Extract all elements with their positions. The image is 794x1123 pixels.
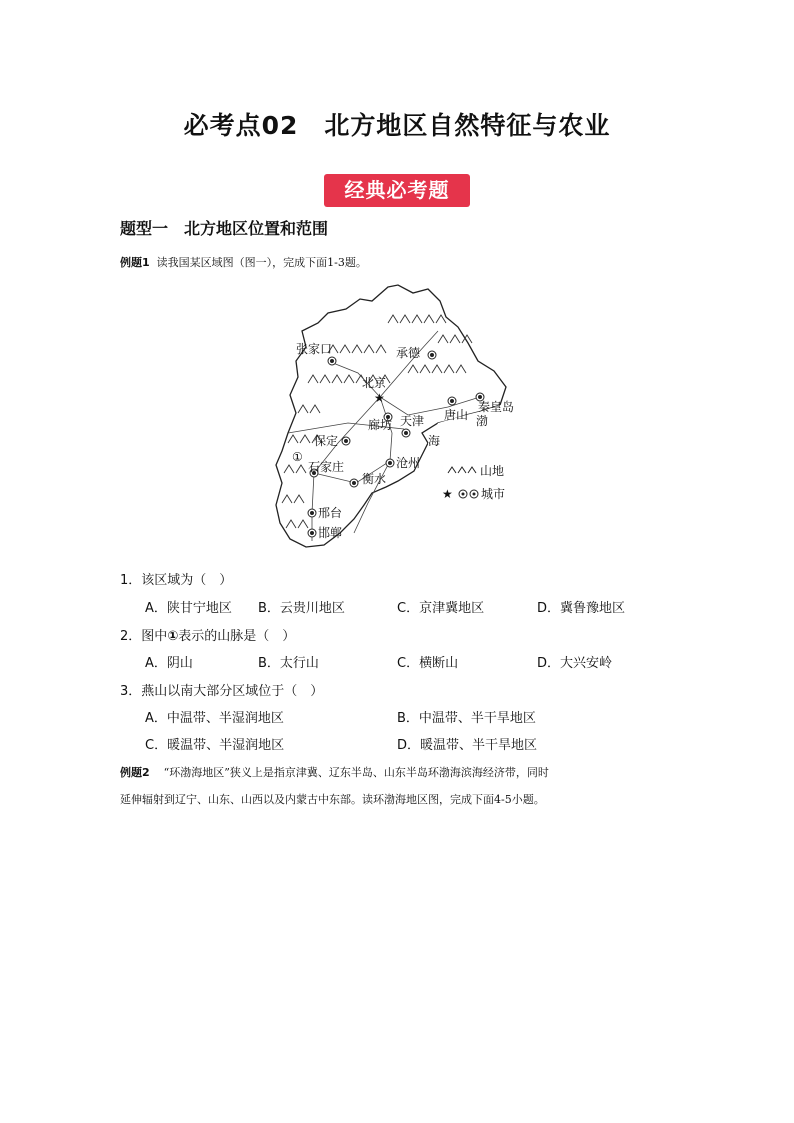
city-beijing: 北京 xyxy=(362,376,387,390)
city-zhangjiakou: 张家口 xyxy=(296,342,333,356)
q2-option-a: A．阴山 xyxy=(145,656,193,671)
city-tangshan: 唐山 xyxy=(444,408,469,422)
q1-option-c: C．京津冀地区 xyxy=(397,601,485,616)
q2-option-d: D．大兴安岭 xyxy=(537,656,613,671)
mountain-marker: ① xyxy=(292,450,303,464)
legend-city-label: 城市 xyxy=(481,487,506,501)
question-1-stem: 1．该区域为（ ） xyxy=(120,573,233,588)
q1-option-a: A．陕甘宁地区 xyxy=(145,601,232,616)
example2-line2: 延伸辐射到辽宁、山东、山西以及内蒙古中东部。读环渤海地区图，完成下面4-5小题。 xyxy=(120,793,545,806)
example1-label: 例题1 xyxy=(120,256,150,269)
q3-option-c: C．暖温带、半湿润地区 xyxy=(145,738,285,753)
section-heading: 题型一 北方地区位置和范围 xyxy=(120,219,329,238)
q3-option-b: B．中温带、半干旱地区 xyxy=(397,711,536,726)
question-2-stem xyxy=(120,625,295,644)
region-map xyxy=(268,283,518,553)
example2-text-1: “环渤海地区”狭义上是指京津冀、辽东半岛、山东半岛环渤海滨海经济带，同时 xyxy=(163,766,549,779)
example2-line1 xyxy=(120,764,549,780)
example2-label: 例题2 xyxy=(120,766,150,779)
q1-option-b: B．云贵川地区 xyxy=(258,601,345,616)
legend-mountain-label: 山地 xyxy=(480,464,505,478)
q2-stem-post: 表示的山脉是（ ） xyxy=(178,629,296,644)
classic-badge: 经典必考题 xyxy=(324,174,470,207)
example1-intro xyxy=(120,254,367,270)
city-cangzhou: 沧州 xyxy=(396,456,421,470)
sea-label-bo: 渤 xyxy=(476,414,489,428)
city-baoding: 保定 xyxy=(314,434,339,448)
beijing-star: ★ xyxy=(374,391,385,405)
q3-option-a: A．中温带、半湿润地区 xyxy=(145,711,284,726)
city-xingtai: 邢台 xyxy=(318,506,343,520)
city-hengshui: 衡水 xyxy=(362,472,387,486)
question-3-stem: 3．燕山以南大部分区域位于（ ） xyxy=(120,684,324,699)
city-tianjin: 天津 xyxy=(400,414,425,428)
q3-option-d: D．暖温带、半干旱地区 xyxy=(397,738,538,753)
city-qinhuangdao: 秦皇岛 xyxy=(478,400,515,414)
city-chengde: 承德 xyxy=(396,346,421,360)
q1-option-d: D．冀鲁豫地区 xyxy=(537,601,626,616)
example1-text: 读我国某区域图（图一），完成下面1-3题。 xyxy=(156,256,367,269)
q2-option-c: C．横断山 xyxy=(397,656,459,671)
city-langfang: 廊坊 xyxy=(368,418,393,432)
page-title: 必考点02 北方地区自然特征与农业 xyxy=(183,111,611,140)
q2-stem-pre: 2．图中 xyxy=(120,629,168,644)
city-handan: 邯郸 xyxy=(318,526,343,540)
legend-star-icon: ★ xyxy=(442,487,453,501)
city-shijiazhuang: 石家庄 xyxy=(308,460,345,474)
q2-stem-mark: ① xyxy=(167,629,179,644)
sea-label-hai: 海 xyxy=(428,434,441,448)
q2-option-b: B．太行山 xyxy=(258,656,319,671)
